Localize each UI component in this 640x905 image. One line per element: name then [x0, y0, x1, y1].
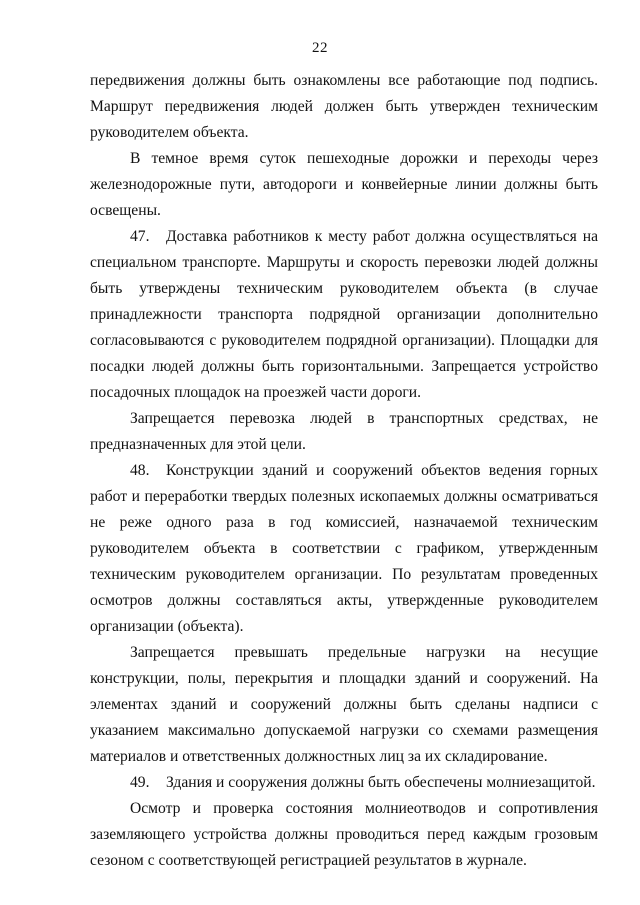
- paragraph-text: Запрещается превышать предельные нагрузки на несущие конструкции, полы, перекрытия и площадки зданий и сооружений. На элементах зданий и сооружений должны быть сделаны надписи с указанием максимально допускаемой нагрузки со схемами размещения материалов и ответственных должностных лиц за их складирование.: [90, 644, 598, 765]
- paragraph-text: передвижения должны быть ознакомлены все работающие под подпись. Маршрут передвижения людей должен быть утвержден техническим руководителем объекта.: [90, 72, 598, 141]
- paragraph: [90, 796, 598, 874]
- clause-number: 47.: [130, 228, 150, 245]
- paragraph-47: [90, 224, 598, 406]
- paragraph-48: [90, 458, 598, 640]
- paragraph-text: Осмотр и проверка состояния молниеотводов и сопротивления заземляющего устройства должны проводиться перед каждым грозовым сезоном с соответствующей регистрацией результатов в журнале.: [90, 800, 598, 869]
- clause-number: 49.: [130, 774, 150, 791]
- clause-number: 48.: [130, 462, 150, 479]
- paragraph: [90, 68, 598, 146]
- paragraph: [90, 406, 598, 458]
- paragraph-text: Здания и сооружения должны быть обеспечены молниезащитой.: [166, 774, 596, 791]
- paragraph: [90, 146, 598, 224]
- paragraph-text: Доставка работников к месту работ должна осуществляться на специальном транспорте. Маршруты и скорость перевозки людей должны быть утверждены техническим руководителем объекта (в случае принадлежности транспорта подрядной организации дополнительно согласовываются с руководителем подрядной организации). Площадки для посадки людей должны быть горизонтальными. Запрещается устройство посадочных площадок на проезжей части дороги.: [90, 228, 598, 401]
- paragraph-text: Запрещается перевозка людей в транспортных средствах, не предназначенных для этой цели.: [90, 410, 598, 453]
- paragraph: [90, 640, 598, 770]
- page-number: 22: [312, 40, 328, 56]
- paragraph-text: В темное время суток пешеходные дорожки и переходы через железнодорожные пути, автодороги и конвейерные линии должны быть освещены.: [90, 150, 598, 219]
- paragraph-text: Конструкции зданий и сооружений объектов ведения горных работ и переработки твердых полезных ископаемых должны осматриваться не реже одного раза в год комиссией, назначаемой техническим руководителем объекта в соответствии с графиком, утвержденным техническим руководителем организации. По результатам проведенных осмотров должны составляться акты, утвержденные руководителем организации (объекта).: [90, 462, 598, 635]
- document-body: [90, 68, 598, 874]
- paragraph-49: [90, 770, 598, 796]
